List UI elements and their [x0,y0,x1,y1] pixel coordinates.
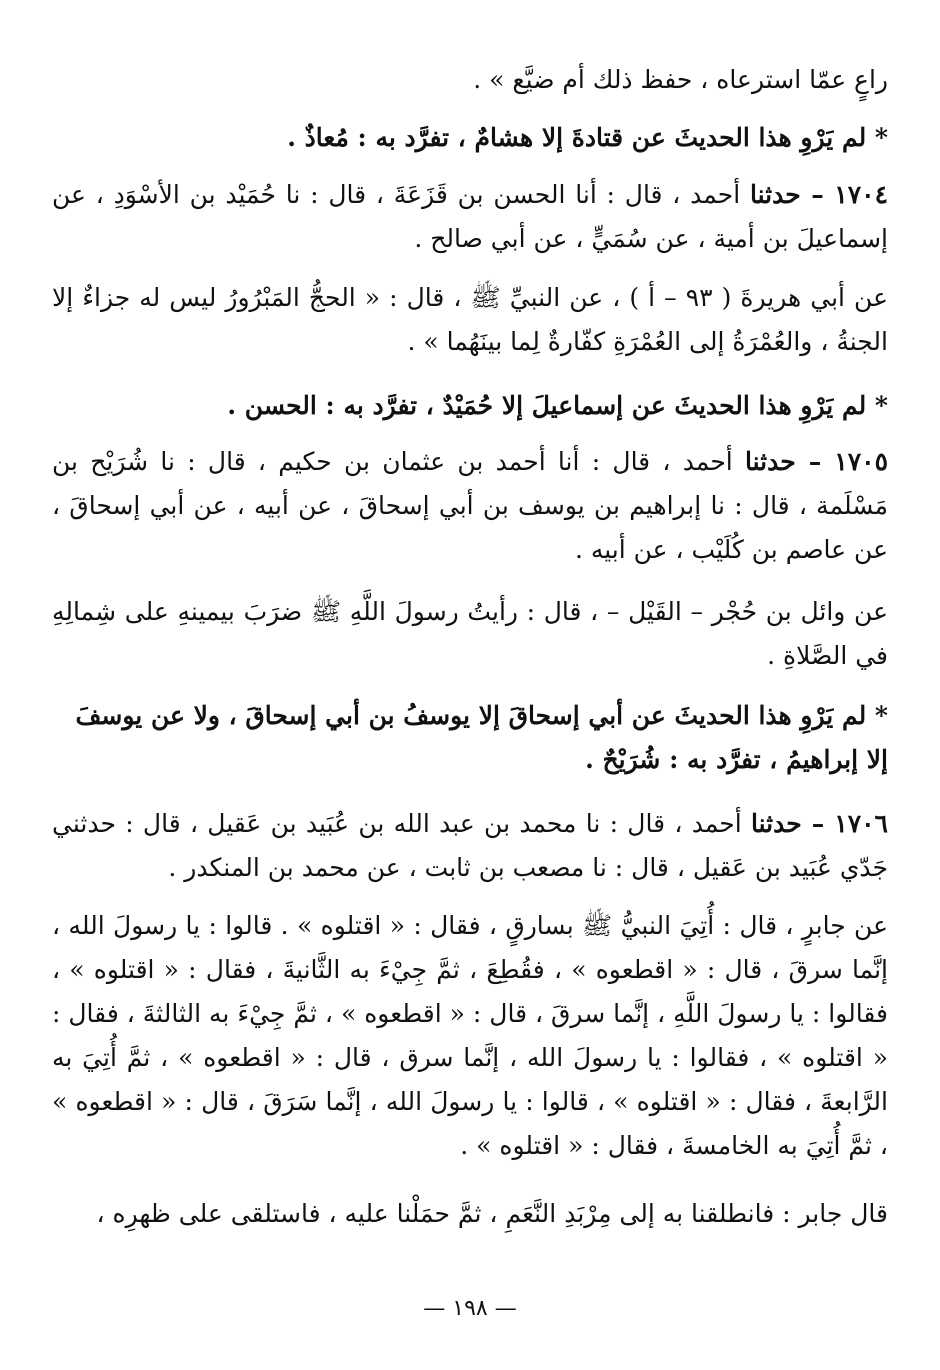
hadith-1705 [52,440,888,572]
hadith-1704 [52,173,888,261]
text-line: راعٍ عمّا استرعاه ، حفظ ذلك أم ضيَّع » . [473,65,888,94]
page-number: — ١٩٨ — [423,1296,517,1321]
hadith-matn: عن وائل بن حُجْر – القَيْل – ، قال : رأيتُ رسولَ اللَّهِ ﷺ ضرَبَ بيمينهِ على شِمالِهِ في الصَّلاةِ . [52,597,888,670]
text-line: قال جابر : فانطلقنا به إلى مِرْبَدِ النَّعَمِ ، ثمَّ حمَلْنا عليه ، فاستلقى على ظهرِه ، [96,1199,888,1228]
note-line: * لم يَرْوِ هذا الحديثَ عن قتادةَ إلا هشامٌ ، تفرَّد به : مُعاذٌ . [287,123,888,152]
hadith-chain: أحمد ، قال : أنا الحسن بن قَزَعَةَ ، قال : نا حُمَيْد بن الأسْوَدِ ، عن إسماعيلَ بن أمية ، عن سُمَيٍّ ، عن أبي صالح . [52,180,888,253]
note-line: * لم يَرْوِ هذا الحديثَ عن إسماعيلَ إلا حُمَيْدٌ ، تفرَّد به : الحسن . [227,391,888,420]
hadith-matn: عن جابرٍ ، قال : أُتِيَ النبيُّ ﷺ بسارقٍ ، فقال : « اقتلوه » . قالوا : يا رسولَ الله ، إنَّما سرقَ ، قال : « اقطعوه » ، فقُطِعَ ، ثمَّ جِيْءَ به الثَّانيةَ ، فقال : « اقتلوه » ، فقالوا : يا رسولَ اللَّهِ ، إنَّما سرقَ ، قال : « اقطعوه » ، ثمَّ جِيْءَ به الثالثةَ ، فقال : « اقتلوه » ، فقالوا : يا رسولَ الله ، إنَّما سرق ، قال : « اقطعوه » ، ثمَّ أُتِيَ به الرَّابعةَ ، فقال : « اقتلوه » ، قالوا : يا رسولَ الله ، إنَّما سَرَقَ ، قال : « اقطعوه » ، ثمَّ أُتِيَ به الخامسةَ ، فقال : « اقتلوه » . [52,911,888,1160]
hadith-number: ١٧٠٦ – حدثنا [750,809,888,838]
hadith-chain: أحمد ، قال : أنا أحمد بن عثمان بن حكيم ، قال : نا شُرَيْح بن مَسْلَمة ، قال : نا إبراهيم بن يوسف بن أبي إسحاقَ ، عن أبيه ، عن أبي إسحاقَ ، عن عاصم بن كُلَيْب ، عن أبيه . [52,447,888,564]
hadith-matn: عن أبي هريرةَ ( ٩٣ – أ ) ، عن النبيِّ ﷺ ، قال : « الحجُّ المَبْرُورُ ليس له جزاءٌ إلا الجنةُ ، والعُمْرَةُ إلى العُمْرَةِ كفّارةٌ لِما بينَهُما » . [52,283,888,356]
hadith-1706 [52,802,888,890]
hadith-number: ١٧٠٥ – حدثنا [745,447,888,476]
hadith-chain: أحمد ، قال : نا محمد بن عبد الله بن عُبَيد بن عَقيل ، قال : حدثني جَدّي عُبَيد بن عَقيل ، قال : نا مصعب بن ثابت ، عن محمد بن المنكدر . [52,809,888,882]
hadith-number: ١٧٠٤ – حدثنا [749,180,888,209]
note-line: * لم يَرْوِ هذا الحديثَ عن أبي إسحاقَ إلا يوسفُ بن أبي إسحاقَ ، ولا عن يوسفَ إلا إبراهيمُ ، تفرَّد به : شُرَيْحٌ . [75,701,888,774]
